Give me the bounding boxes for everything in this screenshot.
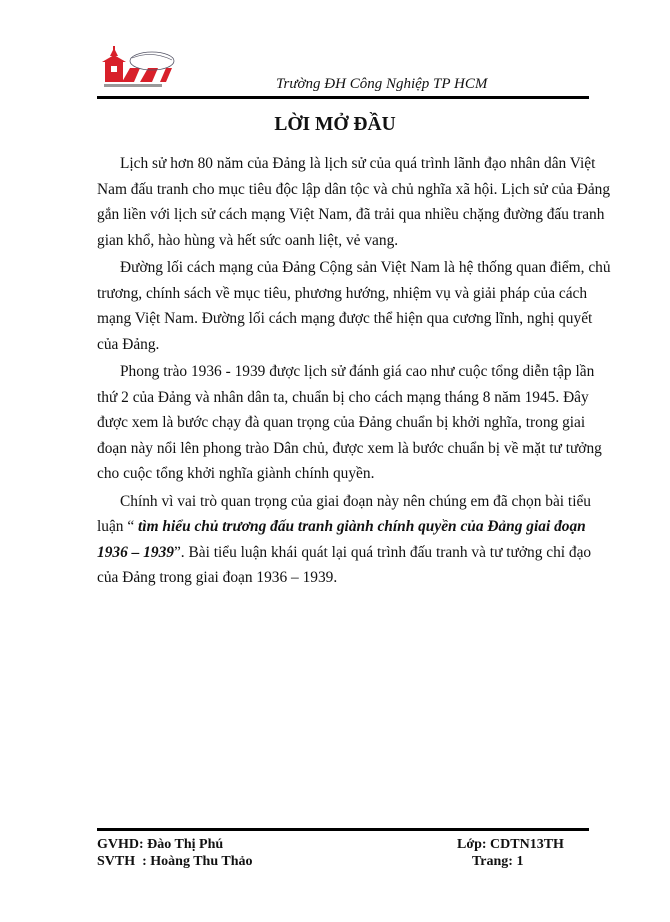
text-line: trương, chính sách về mục tiêu, phương hướng, nhiệm vụ và giải pháp của cách xyxy=(97,284,588,302)
text-line xyxy=(97,514,586,540)
page-title: LỜI MỞ ĐẦU xyxy=(274,114,396,135)
footer-page-number: Trang: 1 xyxy=(472,854,524,869)
text-line: cho cuộc tổng khởi nghĩa giành chính quyền. xyxy=(97,465,375,482)
footer-svth: SVTH : Hoàng Thu Thảo xyxy=(97,854,253,869)
paragraph xyxy=(97,359,602,487)
footer-class: Lớp: CDTN13TH xyxy=(457,837,564,852)
footer-left xyxy=(97,836,253,870)
text-line: Phong trào 1936 - 1939 được lịch sử đánh giá cao như cuộc tổng diễn tập lần xyxy=(120,363,595,380)
text-line xyxy=(97,540,592,566)
footer-gvhd: GVHD: Đào Thị Phú xyxy=(97,837,224,852)
essay-topic-years: 1936 – 1939 xyxy=(97,543,174,561)
document-body xyxy=(97,151,611,593)
header-rule xyxy=(97,96,589,99)
text-line: gắn liền với lịch sử cách mạng Việt Nam, đã trải qua nhiều chặng đường đấu tranh xyxy=(97,206,605,223)
university-logo xyxy=(100,46,190,92)
header-school-name: Trường ĐH Công Nghiệp TP HCM xyxy=(276,76,488,92)
text-line: đoạn này nổi lên phong trào Dân chủ, được xem là bước chuẩn bị về mặt tư tưởng xyxy=(97,439,602,457)
paragraph xyxy=(97,151,611,253)
footer-right xyxy=(457,836,564,870)
paragraph xyxy=(97,255,611,357)
text-segment: ”. Bài tiểu luận khái quát lại quá trình đấu tranh và tư tưởng chỉ đạo xyxy=(173,543,592,561)
text-line: Lịch sử hơn 80 năm của Đảng là lịch sử của quá trình lãnh đạo nhân dân Việt xyxy=(120,155,596,172)
essay-topic-bold-italic: tìm hiểu chủ trương đấu tranh giành chính quyền của Đảng giai đoạn xyxy=(138,518,586,535)
text-segment: luận “ xyxy=(97,518,139,535)
text-line: Đường lối cách mạng của Đảng Cộng sản Việt Nam là hệ thống quan điểm, chủ xyxy=(120,259,611,276)
text-line: thứ 2 của Đảng và nhân dân ta, chuẩn bị cho cách mạng tháng 8 năm 1945. Đây xyxy=(97,388,589,406)
text-line: Chính vì vai trò quan trọng của giai đoạn này nên chúng em đã chọn bài tiểu xyxy=(120,492,591,510)
text-line: của Đảng. xyxy=(97,335,160,353)
paragraph xyxy=(97,489,592,591)
footer-rule xyxy=(97,828,589,831)
text-line: gian khổ, hào hùng và hết sức oanh liệt, vẻ vang. xyxy=(97,231,399,249)
text-line: mạng Việt Nam. Đường lối cách mạng được thể hiện qua cương lĩnh, nghị quyết xyxy=(97,310,593,327)
text-line: Nam đấu tranh cho mục tiêu độc lập dân tộc và chủ nghĩa xã hội. Lịch sử của Đảng xyxy=(97,180,611,198)
text-line: của Đảng trong giai đoạn 1936 – 1939. xyxy=(97,569,338,586)
text-line: được xem là bước chạy đà quan trọng của Đảng chuẩn bị khởi nghĩa, trong giai xyxy=(97,414,586,431)
